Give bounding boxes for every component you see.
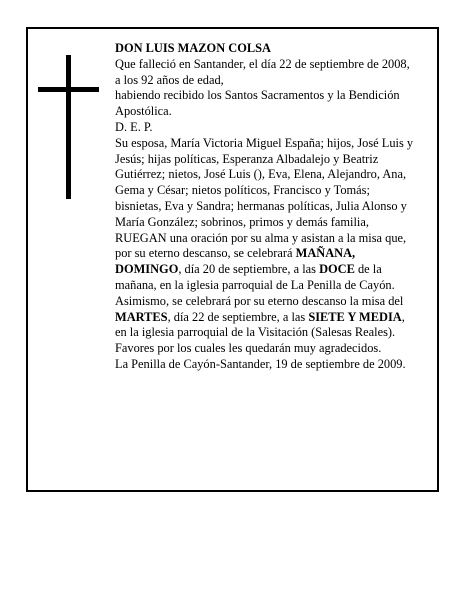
request-text-2: , día 20 de septiembre, a las: [178, 262, 320, 277]
family-list: Su esposa, María Victoria Miguel España; hijos, José Luis y Jesús; hijas políticas, Esperanza Albadalejo y Beatriz Gutiérrez; nietos, José Luis (), Eva, Elena, Alejandro, Ana, Gema y César; nietos políticos, Francisco y Tomás; bisnietas, Eva y Sandra; hermanas políticas, Julia Alonso y María González; sobrinos, primos y demás familia,: [115, 135, 414, 229]
death-details: Que falleció en Santander, el día 22 de septiembre de 2008, a los 92 años de edad,: [115, 56, 410, 87]
notice-text: [115, 41, 415, 373]
request-text-3: de la mañana, en la iglesia parroquial de La Penilla de Cayón. Asimismo, se celebrará por su eterno descanso la misa del: [115, 262, 404, 308]
deceased-name: DON LUIS MAZON COLSA: [115, 41, 271, 55]
cross-vertical-bar: [66, 55, 71, 199]
request-text-4: , día 22 de septiembre, a las: [167, 309, 309, 324]
dep-line: D. E. P.: [115, 119, 153, 134]
request-text-1: una oración por su alma y asistan a la misa que, por su eterno descanso, se celebrará: [115, 230, 407, 261]
obituary-notice: [26, 27, 439, 492]
cross-horizontal-bar: [38, 87, 99, 92]
tuesday-mass-hour: SIETE Y MEDIA: [308, 309, 402, 324]
tuesday-mass-day: MARTES: [115, 309, 168, 324]
sunday-mass-day: MAÑANA, DOMINGO: [115, 246, 356, 277]
ruegan-label: RUEGAN: [115, 230, 167, 245]
sunday-mass-hour: DOCE: [319, 262, 355, 277]
request-text-5: , en la iglesia parroquial de la Visitación (Salesas Reales). Favores por los cuales les quedarán muy agradecidos.: [115, 309, 405, 356]
place-and-date: La Penilla de Cayón-Santander, 19 de septiembre de 2009.: [115, 356, 406, 371]
sacraments-line: habiendo recibido los Santos Sacramentos y la Bendición Apostólica.: [115, 88, 400, 119]
mass-request: [115, 231, 415, 357]
